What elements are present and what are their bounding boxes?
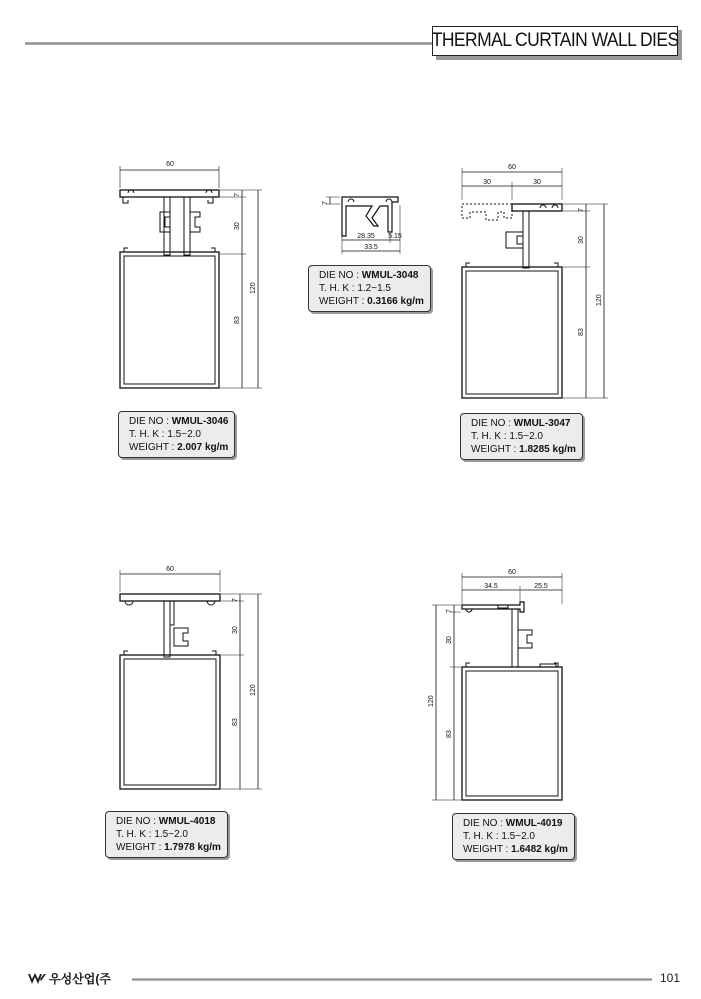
profile-wmul-4018-drawing: [120, 566, 262, 789]
spec-box-wmul-3046: [118, 411, 235, 458]
thk-value: 1.5~2.0: [509, 431, 543, 442]
profile-flange: [120, 594, 220, 601]
spec-box-wmul-3047: [460, 413, 583, 460]
dim-83: 83: [578, 328, 585, 336]
profile-wmul-3046-drawing: [120, 161, 262, 388]
dim-width: 60: [508, 164, 516, 171]
weight-value: 1.7978 kg/m: [164, 842, 221, 853]
spec-box-wmul-3048: [308, 265, 431, 312]
die-no-label: DIE NO :: [463, 818, 504, 829]
thk-label: T. H. K :: [129, 429, 165, 440]
die-no-label: DIE NO :: [116, 816, 157, 827]
dim-30: 30: [446, 636, 453, 644]
company-logo-icon: [28, 973, 46, 985]
thermal-break: [506, 232, 523, 248]
profile-box: [120, 655, 220, 789]
profile-web: [170, 601, 174, 625]
footer-company: [28, 970, 111, 987]
die-no-label: DIE NO :: [471, 418, 512, 429]
thk-label: T. H. K :: [319, 283, 355, 294]
dim-120: 120: [428, 695, 435, 707]
dim-28-35: 28.35: [357, 233, 375, 240]
weight-label: WEIGHT :: [116, 842, 162, 853]
profile-wmul-3047-drawing: [462, 164, 608, 398]
die-no-value: WMUL-3046: [171, 416, 229, 427]
weight-value: 2.007 kg/m: [177, 442, 229, 453]
thk-label: T. H. K :: [116, 829, 152, 840]
dim-120: 120: [250, 282, 257, 294]
profile-box: [120, 252, 219, 388]
profile-box: [462, 667, 562, 800]
profile-box-inner: [124, 256, 215, 384]
weight-value: 0.3166 kg/m: [367, 296, 424, 307]
profile-wmul-3048-drawing: [322, 197, 402, 254]
dim-7: 7: [234, 193, 241, 197]
profile-web: [184, 197, 190, 255]
dim-part-b: 25.5: [534, 583, 548, 590]
profile-web: [164, 601, 170, 657]
dim-7: 7: [446, 609, 453, 613]
page-title: THERMAL CURTAIN WALL DIES: [431, 30, 679, 51]
company-name: 우성산업(주: [49, 972, 111, 986]
profile-detail: [540, 205, 558, 208]
thk-value: 1.5~2.0: [167, 429, 201, 440]
dim-83: 83: [232, 718, 239, 726]
profile-wmul-4019-drawing: [428, 569, 562, 800]
profile-detail: [348, 199, 392, 202]
dim-83: 83: [446, 730, 453, 738]
thk-value: 1.5~2.0: [154, 829, 188, 840]
die-no-label: DIE NO :: [129, 416, 170, 427]
thk-label: T. H. K :: [471, 431, 507, 442]
weight-value: 1.6482 kg/m: [511, 844, 568, 855]
die-no-label: DIE NO :: [319, 270, 360, 281]
dim-half-b: 30: [533, 179, 541, 186]
dim-width: 60: [166, 566, 174, 573]
weight-label: WEIGHT :: [129, 442, 175, 453]
die-no-value: WMUL-4019: [505, 818, 563, 829]
dim-83: 83: [234, 316, 241, 324]
profile-outline: [342, 197, 398, 236]
dim-30: 30: [578, 236, 585, 244]
dim-part-a: 34.5: [484, 583, 498, 590]
spec-box-wmul-4018: [105, 811, 228, 858]
profile-box-inner: [466, 271, 558, 394]
profile-web: [523, 211, 529, 268]
thermal-break: [518, 630, 556, 667]
thermal-break: [160, 212, 200, 232]
profile-dashed-cap: [462, 204, 512, 220]
dim-30: 30: [232, 626, 239, 634]
dim-30: 30: [234, 222, 241, 230]
dim-7: 7: [578, 208, 585, 212]
dim-half-a: 30: [483, 179, 491, 186]
dim-33-5: 33.5: [364, 244, 378, 251]
weight-label: WEIGHT :: [319, 296, 365, 307]
dim-5-15: 5.15: [388, 233, 402, 240]
profile-box-inner: [124, 659, 216, 785]
dim-120: 120: [250, 684, 257, 696]
page-number: 101: [660, 971, 681, 985]
thk-label: T. H. K :: [463, 831, 499, 842]
dim-width: 60: [508, 569, 516, 576]
dim-width: 60: [166, 161, 174, 168]
die-no-value: WMUL-3047: [513, 418, 571, 429]
die-no-value: WMUL-4018: [158, 816, 216, 827]
spec-box-wmul-4019: [452, 813, 575, 860]
footer-rule: [132, 978, 652, 981]
weight-label: WEIGHT :: [471, 444, 517, 455]
profile-flange: [120, 190, 219, 197]
weight-label: WEIGHT :: [463, 844, 509, 855]
die-no-value: WMUL-3048: [361, 270, 419, 281]
dim-7: 7: [232, 598, 239, 602]
thermal-break: [174, 628, 188, 646]
profile-box: [462, 267, 562, 398]
thk-value: 1.5~2.0: [501, 831, 535, 842]
profile-box-inner: [466, 671, 558, 796]
thk-value: 1.2~1.5: [357, 283, 391, 294]
profile-web: [512, 609, 518, 667]
dim-120: 120: [596, 294, 603, 306]
dim-7: 7: [322, 201, 329, 205]
weight-value: 1.8285 kg/m: [519, 444, 576, 455]
